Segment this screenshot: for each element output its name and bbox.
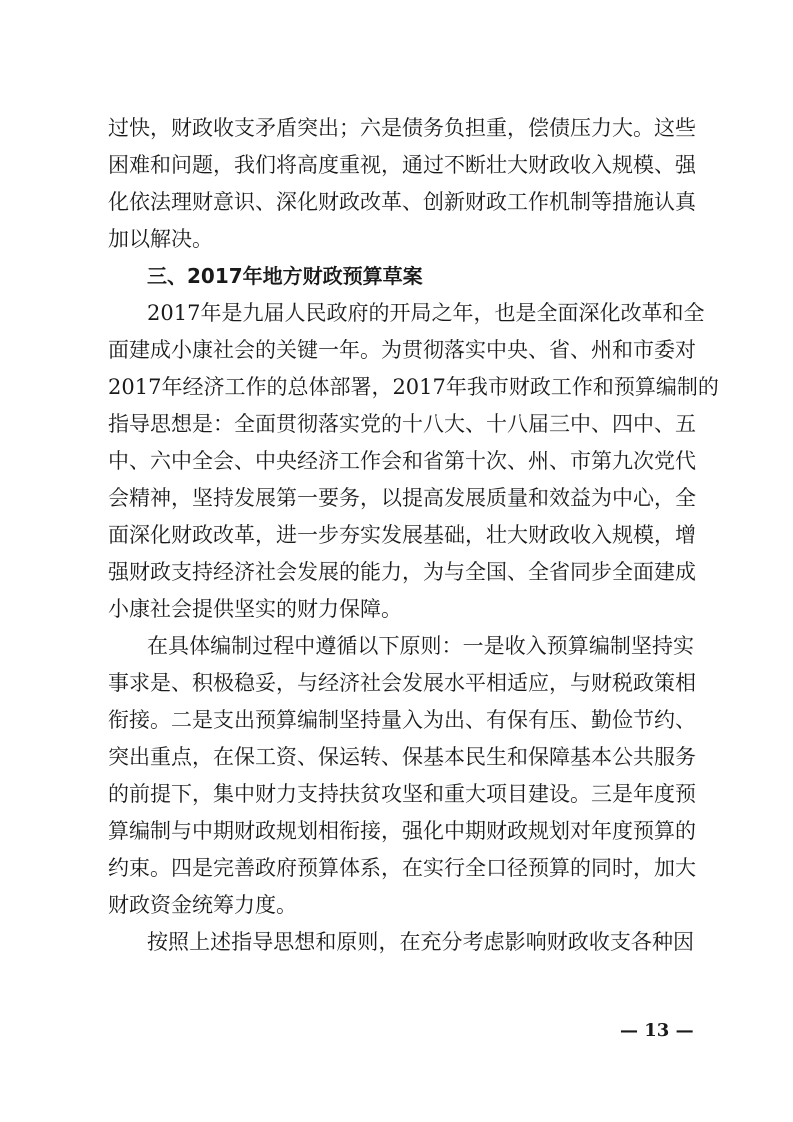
- document-body: [108, 110, 719, 961]
- body-line: 困难和问题，我们将高度重视，通过不断壮大财政收入规模、强: [108, 153, 696, 177]
- body-line: 算编制与中期财政规划相衔接，强化中期财政规划对年度预算的: [108, 819, 696, 843]
- body-line: 约束。四是完善政府预算体系，在实行全口径预算的同时，加大: [108, 856, 696, 880]
- body-line: 事求是、积极稳妥，与经济社会发展水平相适应，与财税政策相: [108, 671, 696, 695]
- body-line: 中、六中全会、中央经济工作会和省第十次、州、市第九次党代: [108, 449, 696, 473]
- body-line: 加以解决。: [108, 227, 213, 251]
- body-line: 在具体编制过程中遵循以下原则：一是收入预算编制坚持实: [147, 634, 694, 658]
- body-line: 2017年经济工作的总体部署，2017年我市财政工作和预算编制的: [108, 375, 719, 399]
- body-line: 化依法理财意识、深化财政改革、创新财政工作机制等措施认真: [108, 190, 696, 214]
- section-heading: 三、2017年地方财政预算草案: [147, 264, 423, 288]
- body-line: 强财政支持经济社会发展的能力，为与全国、全省同步全面建成: [108, 560, 696, 584]
- body-line: 2017年是九届人民政府的开局之年，也是全面深化改革和全: [147, 301, 705, 325]
- body-line: 指导思想是：全面贯彻落实党的十八大、十八届三中、四中、五: [108, 412, 696, 436]
- body-line: 突出重点，在保工资、保运转、保基本民生和保障基本公共服务: [108, 745, 696, 769]
- body-line: 小康社会提供坚实的财力保障。: [108, 597, 402, 621]
- body-line: 的前提下，集中财力支持扶贫攻坚和重大项目建设。三是年度预: [108, 782, 696, 806]
- body-line: 过快，财政收支矛盾突出；六是债务负担重，偿债压力大。这些: [108, 116, 696, 140]
- body-line: 按照上述指导思想和原则，在充分考虑影响财政收支各种因: [147, 930, 694, 954]
- body-line: 面深化财政改革，进一步夯实发展基础，壮大财政收入规模，增: [108, 523, 696, 547]
- page-number: — 13 —: [620, 1020, 694, 1041]
- body-line: 财政资金统筹力度。: [108, 893, 297, 917]
- body-line: 面建成小康社会的关键一年。为贯彻落实中央、省、州和市委对: [108, 338, 696, 362]
- body-line: 会精神，坚持发展第一要务，以提高发展质量和效益为中心，全: [108, 486, 696, 510]
- body-line: 衔接。二是支出预算编制坚持量入为出、有保有压、勤俭节约、: [108, 708, 696, 732]
